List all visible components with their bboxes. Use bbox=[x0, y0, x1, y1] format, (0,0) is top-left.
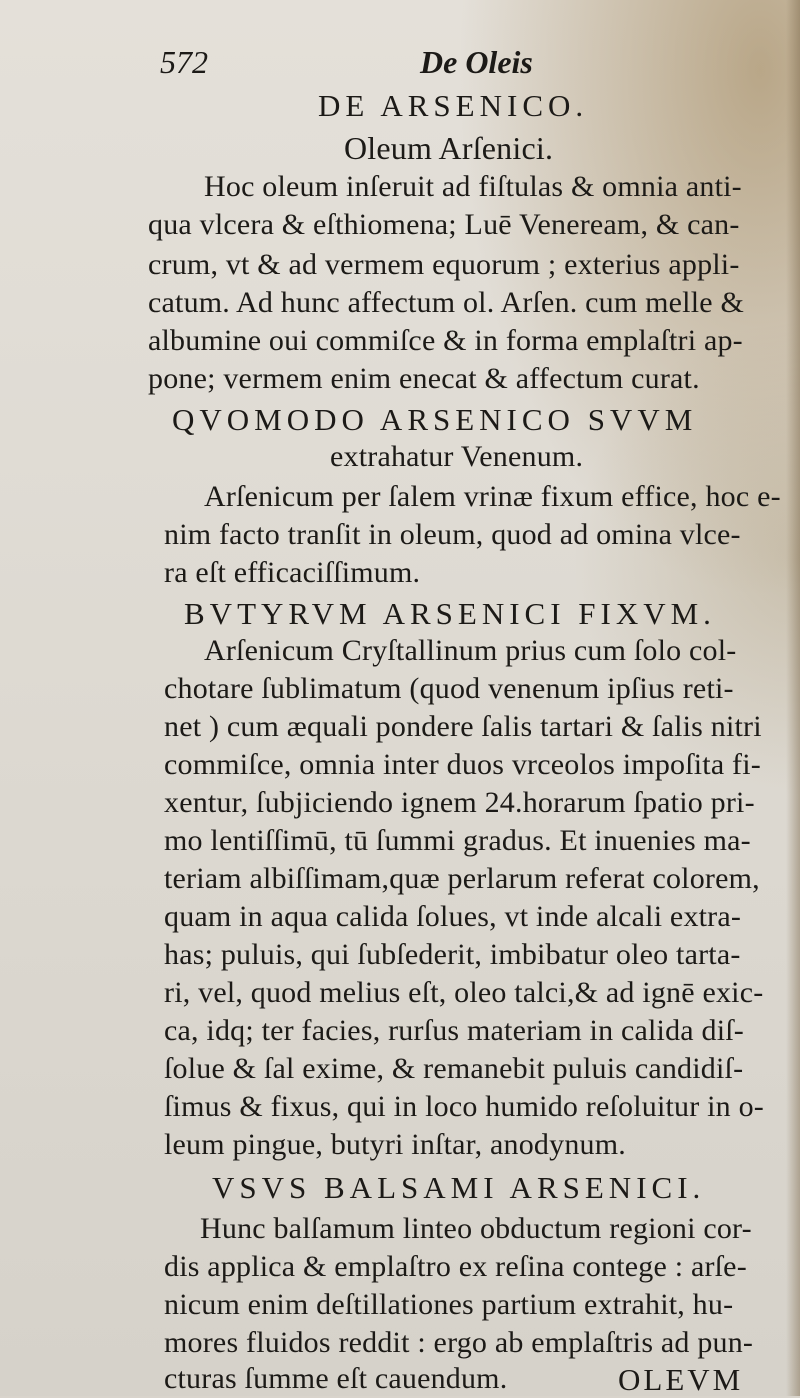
text-line: ra eſt efficaciſſimum. bbox=[164, 556, 421, 589]
text-line: Hunc balſamum linteo obductum regioni cor- bbox=[200, 1212, 752, 1245]
text-line: qua vlcera & eſthiomena; Luē Veneream, & can- bbox=[148, 208, 740, 241]
text-line: nim facto tranſit in oleum, quod ad omina vlce- bbox=[164, 518, 741, 551]
running-title: De Oleis bbox=[420, 44, 533, 80]
page-number: 572 bbox=[160, 44, 208, 80]
text-line: ſolue & ſal exime, & remanebit puluis candidiſ- bbox=[164, 1052, 744, 1085]
text-line: dis applica & emplaſtro ex reſina contege : arſe- bbox=[164, 1250, 747, 1283]
text-line: ca, idq; ter facies, rurſus materiam in calida diſ- bbox=[164, 1014, 744, 1047]
text-line: leum pingue, butyri inſtar, anodynum. bbox=[164, 1128, 626, 1161]
text-line: nicum enim deſtillationes partium extrahit, hu- bbox=[164, 1288, 734, 1321]
text-line: cturas ſumme eſt cauendum. bbox=[164, 1362, 508, 1395]
text-line: mo lentiſſimū, tū ſummi gradus. Et inuenies ma- bbox=[164, 824, 751, 857]
text-line: catum. Ad hunc affectum ol. Arſen. cum melle & bbox=[148, 286, 744, 319]
heading-butyrum: BVTYRVM ARSENICI FIXVM. bbox=[184, 596, 716, 631]
text-line: albumine oui commiſce & in forma emplaſtri ap- bbox=[148, 324, 743, 357]
heading-usus-balsami: VSVS BALSAMI ARSENICI. bbox=[212, 1170, 706, 1205]
catchword: OLEVM bbox=[618, 1362, 744, 1397]
text-line: has; puluis, qui ſubſederit, imbibatur oleo tarta- bbox=[164, 938, 741, 971]
text-line: ſimus & fixus, qui in loco humido reſoluitur in o- bbox=[164, 1090, 764, 1123]
text-line: pone; vermem enim enecat & affectum curat. bbox=[148, 362, 700, 395]
text-line: ri, vel, quod melius eſt, oleo talci,& ad ignē exic- bbox=[164, 976, 764, 1009]
text-line: quam in aqua calida ſolues, vt inde alcali extra- bbox=[164, 900, 742, 933]
text-line: teriam albiſſimam,quæ perlarum referat colorem, bbox=[164, 862, 760, 895]
text-line: Arſenicum Cryſtallinum prius cum ſolo col- bbox=[204, 634, 737, 667]
text-line: mores fluidos reddit : ergo ab emplaſtris ad pun- bbox=[164, 1326, 754, 1359]
subheading-extrahatur: extrahatur Venenum. bbox=[330, 440, 584, 473]
text-line: chotare ſublimatum (quod venenum ipſius reti- bbox=[164, 672, 734, 705]
text-line: commiſce, omnia inter duos vrceolos impoſita fi- bbox=[164, 748, 761, 781]
page-edge-shadow bbox=[786, 0, 800, 1396]
page-header bbox=[160, 44, 760, 84]
text-line: net ) cum æquali pondere ſalis tartari & ſalis nitri bbox=[164, 710, 762, 743]
section-title-de-arsenico: DE ARSENICO. bbox=[318, 88, 589, 123]
heading-quomodo: QVOMODO ARSENICO SVVM bbox=[172, 402, 698, 437]
subtitle-oleum-arsenici: Oleum Arſenici. bbox=[344, 130, 554, 166]
text-line: xentur, ſubjiciendo ignem 24.horarum ſpatio pri- bbox=[164, 786, 755, 819]
text-line: crum, vt & ad vermem equorum ; exterius appli- bbox=[148, 248, 740, 281]
text-line: Hoc oleum inſeruit ad fiſtulas & omnia anti- bbox=[204, 170, 742, 203]
text-line: Arſenicum per ſalem vrinæ fixum effice, hoc e- bbox=[204, 480, 781, 513]
